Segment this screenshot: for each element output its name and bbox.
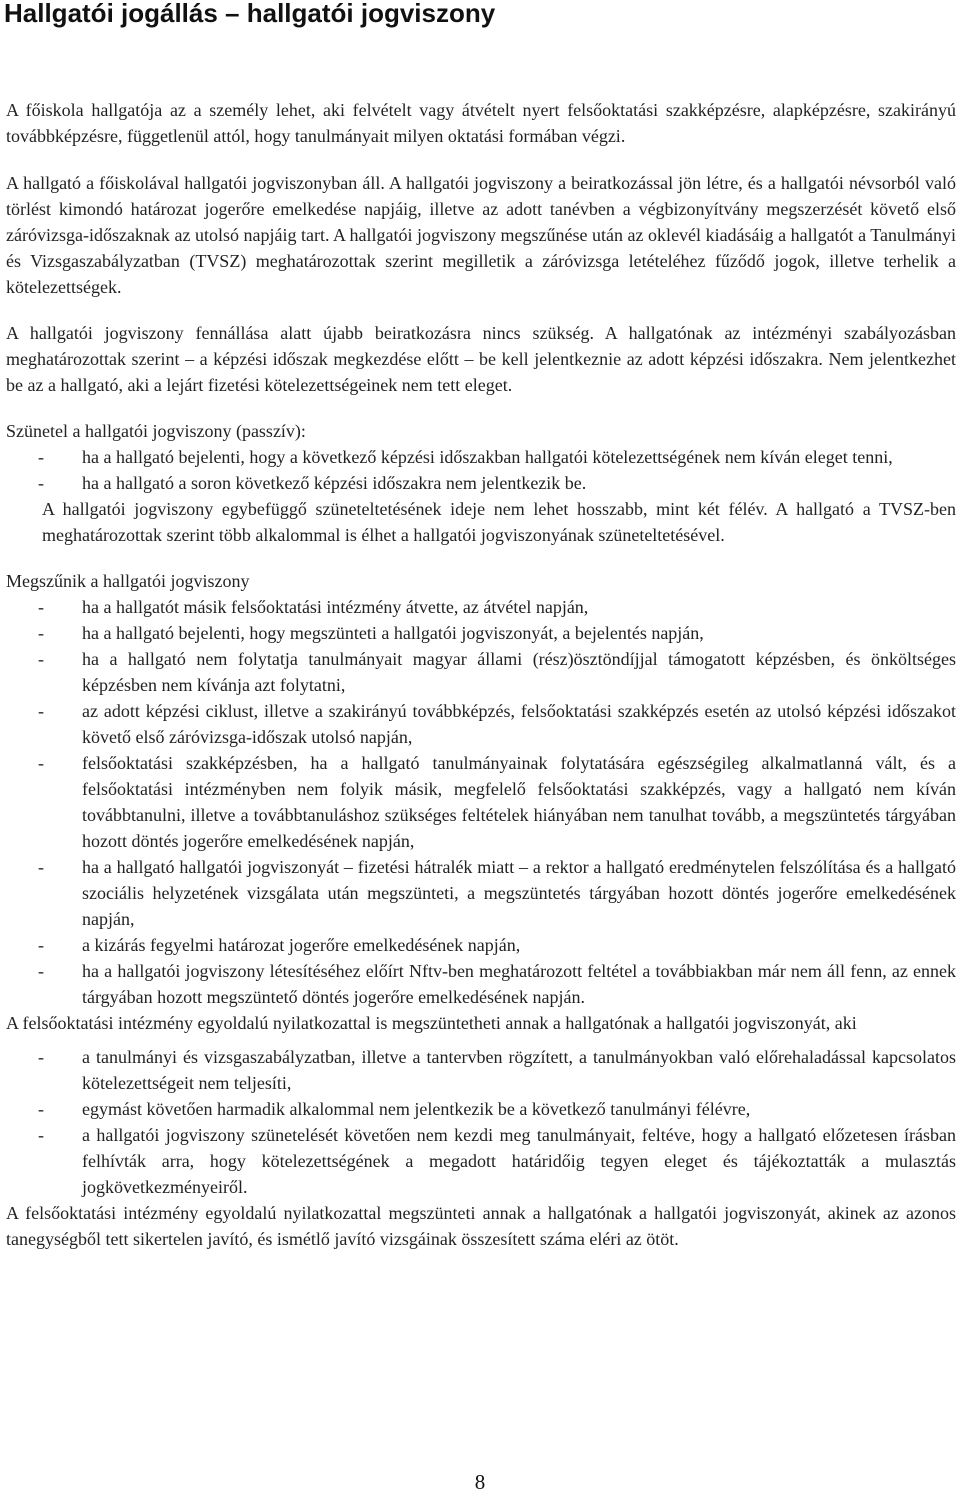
list-item: - ha a hallgatót másik felsőoktatási intézmény átvette, az átvétel napján, — [6, 594, 956, 620]
termination-list — [6, 594, 956, 1010]
list-item: - a kizárás fegyelmi határozat jogerőre emelkedésének napján, — [6, 932, 956, 958]
list-item: - egymást követően harmadik alkalommal nem jelentkezik be a következő tanulmányi félévre, — [6, 1096, 956, 1122]
unilateral-list — [6, 1044, 956, 1200]
intro-paragraph-2: A hallgató a főiskolával hallgatói jogviszonyban áll. A hallgatói jogviszony a beiratkozással jön létre, és a hallgatói névsorból való törlést kimondó határozat jogerőre emelkedése napjáig, illetve az adott tanévben a végbizonyítvány megszerzését követő első záróvizsga-időszaknak az utolsó napjáig tart. A hallgatói jogviszony megszűnése után az oklevél kiadásáig a hallgatót a Tanulmányi és Vizsgaszabályzatban (TVSZ) meghatározottak szerint megilletik a záróvizsga letételéhez fűződő jogok, illetve terhelik a kötelezettségek. — [6, 173, 956, 297]
page-number: 8 — [474, 1470, 486, 1494]
document-title: Hallgatói jogállás – hallgatói jogviszony — [4, 0, 496, 28]
list-item: - a hallgatói jogviszony szünetelését követően nem kezdi meg tanulmányait, feltéve, hogy a hallgató előzetesen írásban felhívták arra, hogy kötelezettségének a megadott határidőig tegyen eleget és tájékoztatták a mulasztás jogkövetkezményeiről. — [6, 1122, 956, 1200]
unilateral-closing: A felsőoktatási intézmény egyoldalú nyilatkozattal megszünteti annak a hallgatónak a hallgatói jogviszonyát, akinek az azonos tanegységből tett sikertelen javító, és ismétlő javító vizsgáinak összesített száma eléri az ötöt. — [6, 1203, 956, 1249]
list-item: - az adott képzési ciklust, illetve a szakirányú továbbképzés, felsőoktatási szakképzés esetén az utolsó képzési időszakot követő első záróvizsga-időszak utolsó napján, — [6, 698, 956, 750]
list-item: - felsőoktatási szakképzésben, ha a hallgató tanulmányainak folytatására egészségileg alkalmatlanná vált, és a felsőoktatási intézményben nem folyik másik, megfelelő felsőoktatási szakképzés, vagy a hallgató nem kíván továbbtanulni, illetve a továbbtanuláshoz szükséges feltételek hiányában nem tanulhat tovább, a megszüntetés tárgyában hozott döntés jogerőre emelkedésének napján, — [6, 750, 956, 854]
list-item: - ha a hallgató hallgatói jogviszonyát – fizetési hátralék miatt – a rektor a hallgató eredménytelen felszólítása és a hallgató szociális helyzetének vizsgálata után megszünteti, a megszüntetés tárgyában hozott döntés jogerőre emelkedésének napján, — [6, 854, 956, 932]
intro-paragraph-1: A főiskola hallgatója az a személy lehet, aki felvételt vagy átvételt nyert felsőoktatási szakképzésre, alapképzésre, szakirányú továbbképzésre, függetlenül attól, hogy tanulmányait milyen oktatási formában végzi. — [6, 100, 956, 146]
document-body — [6, 97, 956, 1252]
suspension-heading: Szünetel a hallgatói jogviszony (passzív): — [6, 421, 306, 441]
suspension-list — [6, 444, 956, 496]
list-item: - ha a hallgató a soron következő képzési időszakra nem jelentkezik be. — [6, 470, 956, 496]
list-item: - ha a hallgatói jogviszony létesítéséhez előírt Nftv-ben meghatározott feltétel a továbbiakban már nem áll fenn, az ennek tárgyában hozott megszüntető döntés jogerőre emelkedésének napján. — [6, 958, 956, 1010]
list-item: - ha a hallgató bejelenti, hogy a következő képzési időszakban hallgatói kötelezettségének nem kíván eleget tenni, — [6, 444, 956, 470]
list-item: - a tanulmányi és vizsgaszabályzatban, illetve a tantervben rögzített, a tanulmányokban való előrehaladással kapcsolatos kötelezettségeit nem teljesíti, — [6, 1044, 956, 1096]
suspension-note: A hallgatói jogviszony egybefüggő szüneteltetésének ideje nem lehet hosszabb, mint két félév. A hallgató a TVSZ-ben meghatározottak szerint több alkalommal is élhet a hallgatói jogviszonyának szüneteltetésével. — [42, 499, 956, 545]
unilateral-intro: A felsőoktatási intézmény egyoldalú nyilatkozattal is megszüntetheti annak a hallgatónak a hallgatói jogviszonyát, aki — [6, 1013, 857, 1033]
list-item: - ha a hallgató nem folytatja tanulmányait magyar állami (rész)ösztöndíjjal támogatott képzésben, és önköltséges képzésben nem kívánja azt folytatni, — [6, 646, 956, 698]
intro-paragraph-3: A hallgatói jogviszony fennállása alatt újabb beiratkozásra nincs szükség. A hallgatónak az intézményi szabályozásban meghatározottak szerint – a képzési időszak megkezdése előtt – be kell jelentkeznie az adott képzési időszakra. Nem jelentkezhet be az a hallgató, aki a lejárt fizetési kötelezettségeinek nem tett eleget. — [6, 323, 956, 395]
termination-heading: Megszűnik a hallgatói jogviszony — [6, 571, 250, 591]
list-item: - ha a hallgató bejelenti, hogy megszünteti a hallgatói jogviszonyát, a bejelentés napján, — [6, 620, 956, 646]
